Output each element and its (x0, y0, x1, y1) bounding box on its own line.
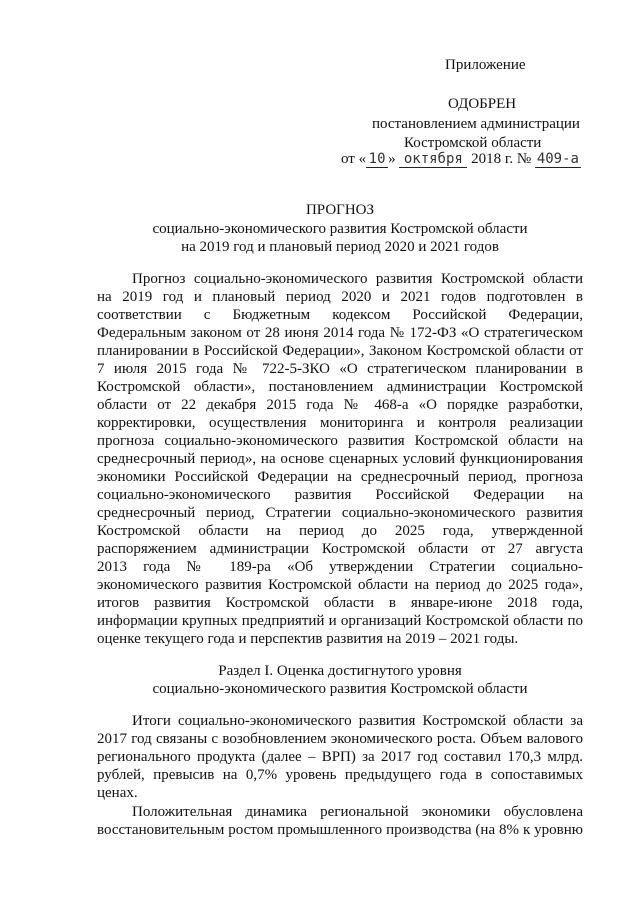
doc-title: ПРОГНОЗ (305, 202, 375, 218)
intro-line: экономического развития Костромской области на период до 2025 года», (97, 577, 583, 593)
para2-line: регионального продукта (далее – ВРП) за 2017 год составил 170,3 млрд. (97, 749, 583, 765)
date-month-field: октября (399, 151, 467, 168)
date-mid: » (388, 151, 396, 167)
date-number-field: 409-а (536, 151, 579, 167)
intro-line: Костромской области», постановлением администрации Костромской (97, 379, 583, 395)
intro-line: на 2019 год и плановый период 2020 и 2021 годов подготовлен в (97, 289, 583, 305)
approved-label: ОДОБРЕН (448, 96, 517, 112)
approved-by-line1: постановлением администрации (372, 116, 580, 132)
para3-line: восстановительным ростом промышленного производства (на 8% к уровню (97, 822, 583, 838)
date-day-field: 10 (366, 151, 388, 168)
approval-date-line (341, 150, 581, 168)
intro-line: области от 22 декабря 2015 года № 468-а «О порядке разработки, (97, 397, 583, 413)
intro-line: среднесрочный период», на основе сценарных условий функционирования (97, 451, 583, 467)
intro-line: корректировки, осуществления мониторинга и контроля реализации (97, 415, 583, 431)
intro-line: Прогноз социально-экономического развития Костромской области (132, 271, 583, 287)
intro-line: социально-экономического развития Российской Федерации на (97, 487, 583, 503)
section-heading-line1: Раздел I. Оценка достигнутого уровня (218, 663, 462, 679)
intro-line: среднесрочный период, Стратегии социально-экономического развития (97, 505, 583, 521)
intro-line: 7 июля 2015 года № 722-5-ЗКО «О стратегическом планировании в (97, 361, 583, 377)
approved-by-line2: Костромской области (404, 135, 542, 151)
doc-subtitle-line1: социально-экономического развития Костромской области (152, 221, 528, 237)
intro-line: 2013 года № 189-ра «Об утверждении Стратегии социально- (97, 559, 583, 575)
appendix-label: Приложение (445, 57, 526, 73)
intro-line: Федеральным законом от 28 июня 2014 года № 172-ФЗ «О стратегическом (97, 325, 583, 341)
date-year-part: 2018 г. № (471, 151, 532, 167)
intro-line: информации крупных предприятий и организаций Костромской области по (97, 613, 583, 629)
intro-line: соответствии с Бюджетным кодексом Российской Федерации, (97, 307, 583, 323)
intro-line: итогов развития Костромской области в январе-июне 2018 года, (97, 595, 583, 611)
intro-line: оценке текущего года и перспектив развития на 2019 – 2021 годы. (97, 631, 519, 647)
para2-line: рублей, превысив на 0,7% уровень предыдущего года в сопоставимых (97, 767, 583, 783)
intro-line: экономики Российской Федерации на среднесрочный период, прогноза (97, 469, 583, 485)
doc-subtitle-line2: на 2019 год и плановый период 2020 и 2021 годов (181, 239, 499, 255)
intro-line: распоряжением администрации Костромской области от 27 августа (97, 541, 583, 557)
section-heading-line2: социально-экономического развития Костромской области (152, 681, 528, 697)
para2-line: Итоги социально-экономического развития Костромской области за (132, 713, 583, 729)
para2-line: ценах. (97, 785, 138, 801)
para2-line: 2017 год связаны с возобновлением экономического роста. Объем валового (97, 731, 583, 747)
intro-line: планировании в Российской Федерации», Законом Костромской области от (97, 343, 583, 359)
intro-line: Костромской области на период до 2025 года, утвержденной (97, 523, 583, 539)
para3-line: Положительная динамика региональной экономики обусловлена (132, 804, 583, 820)
date-prefix: от « (341, 151, 367, 167)
intro-line: прогноза социально-экономического развития Костромской области на (97, 433, 583, 449)
